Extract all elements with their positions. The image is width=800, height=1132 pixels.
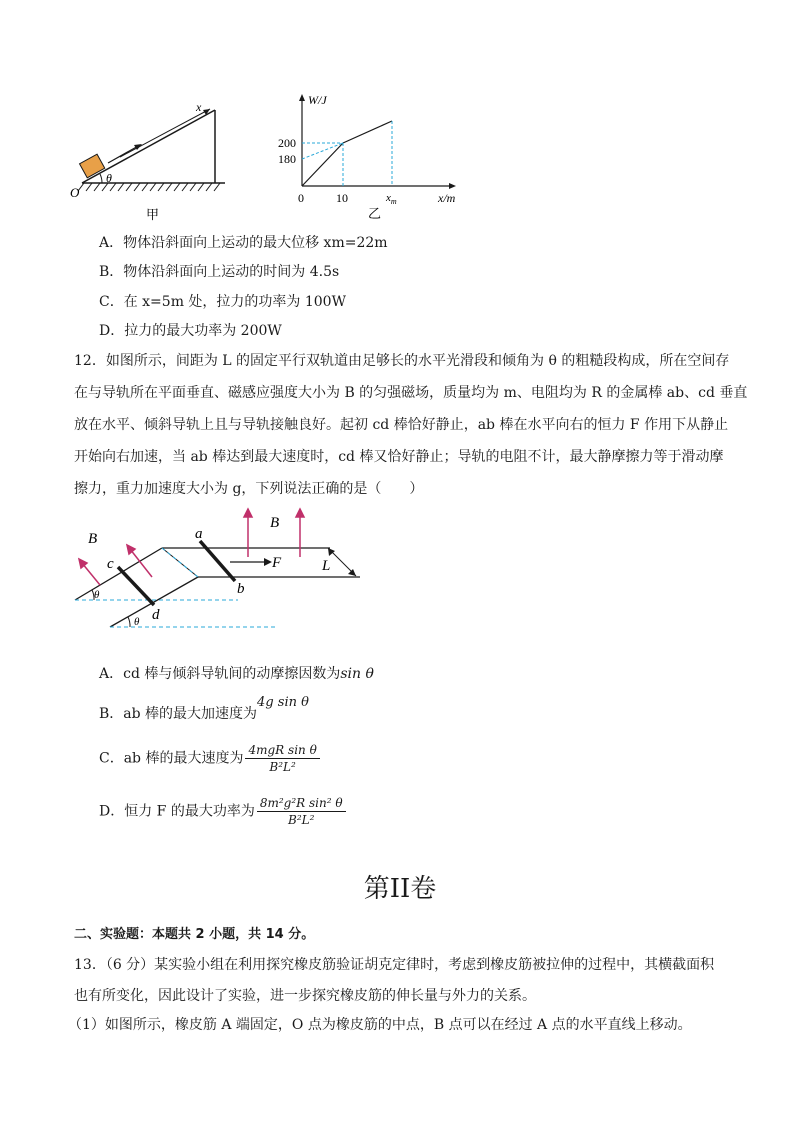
theta-label: θ [106,171,112,185]
label-F: F [272,555,282,571]
q12-stem-line2: 在与导轨所在平面垂直、磁感应强度大小为 B 的匀强磁场，质量均为 m、电阻均为 R 的金属棒 ab、cd 垂直 [74,385,748,401]
q12-option-d-numerator: 8m²g²R sin² θ [257,795,346,812]
rod-ab [200,541,235,581]
x-axis-label: x/m [438,191,456,205]
section-title: 第II卷 [363,874,437,904]
q11-option-a[interactable]: A．物体沿斜面向上运动的最大位移 xm=22m [99,235,388,251]
tick-xm: $x_m$ [386,192,397,206]
label-a: a [195,526,203,542]
q11-option-c[interactable]: C．在 x=5m 处，拉力的功率为 100W [99,294,346,310]
label-theta-1: θ [94,589,100,601]
q12-option-c[interactable] [99,742,320,775]
q12-stem-line1: 12．如图所示，间距为 L 的固定平行双轨道由足够长的水平光滑段和倾角为 θ 的粗糙段构成，所在空间存 [74,353,730,369]
caption-yi: 乙 [368,206,382,221]
tick-10: 10 [336,191,348,205]
q12-option-a-text: A．cd 棒与倾斜导轨间的动摩擦因数为 [99,666,341,682]
q12-option-d[interactable] [99,795,346,828]
q12-option-d-denominator: B²L² [288,813,315,827]
q13-sub1: （1）如图所示，橡皮筋 A 端固定，O 点为橡皮筋的中点，B 点可以在经过 A 点的水平直线上移动。 [68,1017,692,1033]
label-c: c [107,556,114,572]
label-L: L [322,558,331,574]
tick-0: 0 [298,191,304,205]
q12-option-d-fraction [257,795,346,828]
q12-option-b-text: B．ab 棒的最大加速度为 [99,706,258,722]
tick-200: 200 [278,136,296,150]
q12-option-c-fraction [245,742,319,775]
work-displacement-graph [270,90,470,225]
q12-option-c-text: C．ab 棒的最大速度为 [99,750,244,767]
origin-label: O [70,185,80,200]
q11-option-b[interactable]: B．物体沿斜面向上运动的时间为 4.5s [99,264,340,280]
q12-option-c-denominator: B²L² [269,760,296,774]
q13-line1: 13．（6 分）某实验小组在利用探究橡皮筋验证胡克定律时，考虑到橡皮筋被拉伸的过程中，其横截面积 [74,957,715,973]
caption-jia: 甲 [146,207,160,222]
label-theta-2: θ [134,616,140,628]
incline-figure [60,95,240,225]
q13-line2: 也有所变化，因此设计了实验，进一步探究橡皮筋的伸长量与外力的关系。 [74,988,536,1004]
q12-option-c-numerator: 4mgR sin θ [245,742,319,759]
q12-option-a[interactable] [99,664,374,684]
y-axis-label: W/J [308,93,327,107]
block [80,154,105,178]
q11-option-d[interactable]: D．拉力的最大功率为 200W [99,323,282,339]
q12-option-a-expr: sin θ [340,666,374,682]
q12-option-b-expr: 4g sin θ [257,695,309,710]
tick-180: 180 [278,152,296,166]
rails-figure [60,505,380,640]
label-b: b [237,581,245,597]
label-B-top: B [270,515,280,531]
q12-stem-line3: 放在水平、倾斜导轨上且与导轨接触良好。起初 cd 棒恰好静止，ab 棒在水平向右的恒力 F 作用下从静止 [74,417,729,433]
q12-stem-line5: 擦力，重力加速度大小为 g，下列说法正确的是（ ） [74,481,424,497]
label-B-left: B [88,531,98,547]
x-label: x [196,100,202,114]
label-d: d [152,607,160,623]
q12-option-b[interactable] [99,695,309,725]
q12-stem-line4: 开始向右加速，当 ab 棒达到最大速度时，cd 棒又恰好静止；导轨的电阻不计，最大静摩擦力等于滑动摩 [74,449,724,465]
part2-heading: 二、实验题：本题共 2 小题，共 14 分。 [74,927,315,942]
q12-option-d-text: D．恒力 F 的最大功率为 [99,803,255,820]
